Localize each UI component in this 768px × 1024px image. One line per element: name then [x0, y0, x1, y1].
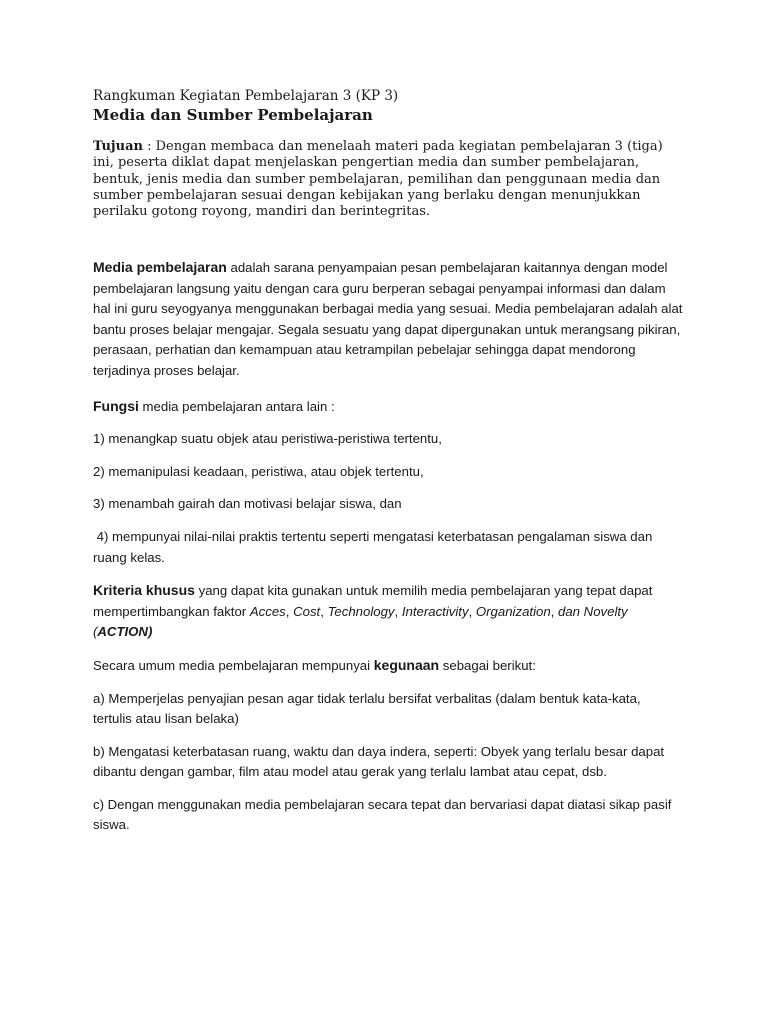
uses-intro-after: sebagai berikut:: [439, 657, 536, 673]
document-body: [93, 257, 683, 836]
functions-intro-text: media pembelajaran antara lain :: [138, 398, 335, 414]
criteria-factor-novelty: dan Novelty: [558, 603, 628, 619]
criteria-paragraph: [93, 580, 683, 643]
uses-term: kegunaan: [373, 656, 440, 673]
objective-paragraph: [93, 139, 678, 220]
use-item: c) Dengan menggunakan media pembelajaran secara tepat dan bervariasi dapat diatasi sikap pasif siswa.: [93, 796, 672, 833]
criteria-separator: ,: [550, 603, 558, 619]
functions-intro: [93, 396, 683, 418]
uses-intro-before: Secara umum media pembelajaran mempunyai: [93, 657, 374, 673]
criteria-acronym: ACTION): [97, 624, 153, 640]
function-item: 3) menambah gairah dan motivasi belajar siswa, dan: [93, 496, 402, 512]
criteria-paren: (: [93, 624, 98, 640]
function-item: 4) mempunyai nilai-nilai praktis tertentu seperti mengatasi keterbatasan pengalaman siswa dan ruang kelas.: [93, 528, 656, 565]
definition-term: Media pembelajaran: [93, 259, 227, 275]
criteria-separator: ,: [468, 603, 476, 619]
document-subtitle: Rangkuman Kegiatan Pembelajaran 3 (KP 3): [93, 88, 399, 104]
criteria-factor-technology: Technology: [327, 603, 395, 619]
definition-paragraph: [93, 257, 683, 382]
document-title: Media dan Sumber Pembelajaran: [93, 106, 373, 124]
functions-term: Fungsi: [93, 397, 139, 414]
use-item: b) Mengatasi keterbatasan ruang, waktu dan daya indera, seperti: Obyek yang terlalu besar dapat dibantu dengan gambar, film atau model atau gerak yang terlalu lambat atau cepat, dsb.: [93, 743, 665, 780]
criteria-separator: ,: [394, 603, 402, 619]
criteria-factor-interactivity: Interactivity: [401, 603, 469, 619]
criteria-separator: ,: [320, 603, 328, 619]
uses-intro: [93, 655, 683, 677]
use-item: a) Memperjelas penyajian pesan agar tidak terlalu bersifat verbalitas (dalam bentuk kata-kata, tertulis atau lisan belaka): [93, 690, 641, 727]
criteria-factor-access: Acces: [249, 603, 286, 619]
function-item: 2) memanipulasi keadaan, peristiwa, atau objek tertentu,: [93, 463, 424, 479]
objective-text: : Dengan membaca dan menelaah materi pada kegiatan pembelajaran 3 (tiga) ini, peserta diklat dapat menjelaskan pengertian media dan sumber pembelajaran, bentuk, jenis media dan sumber pembelajaran, pemilihan dan penggunaan media dan sumber pembelajaran sesuai dengan kebijakan yang berlaku dengan menunjukkan perilaku gotong royong, mandiri dan berintegritas.: [93, 139, 663, 220]
criteria-separator: ,: [285, 603, 294, 619]
criteria-text: yang dapat kita gunakan untuk memilih media pembelajaran yang tepat dapat mempertimbangkan faktor: [93, 583, 653, 619]
objective-label: Tujuan: [93, 139, 143, 154]
document-header: [93, 87, 683, 125]
criteria-term: Kriteria khusus: [93, 582, 195, 599]
criteria-factor-cost: Cost: [293, 603, 321, 619]
definition-text: adalah sarana penyampaian pesan pembelajaran kaitannya dengan model pembelajaran langsung yaitu dengan cara guru berperan sebagai penyampai informasi dan dalam hal ini guru seyogyanya menggunakan berbagai media yang sesuai. Media pembelajaran adalah alat bantu proses belajar mengajar. Segala sesuatu yang dapat dipergunakan untuk merangsang pikiran, perasaan, perhatian dan kemampuan atau ketrampilan pebelajar sehingga dapat mendorong terjadinya proses belajar.: [93, 260, 683, 378]
criteria-factor-organization: Organization: [475, 603, 551, 619]
function-item: 1) menangkap suatu objek atau peristiwa-peristiwa tertentu,: [93, 431, 442, 447]
